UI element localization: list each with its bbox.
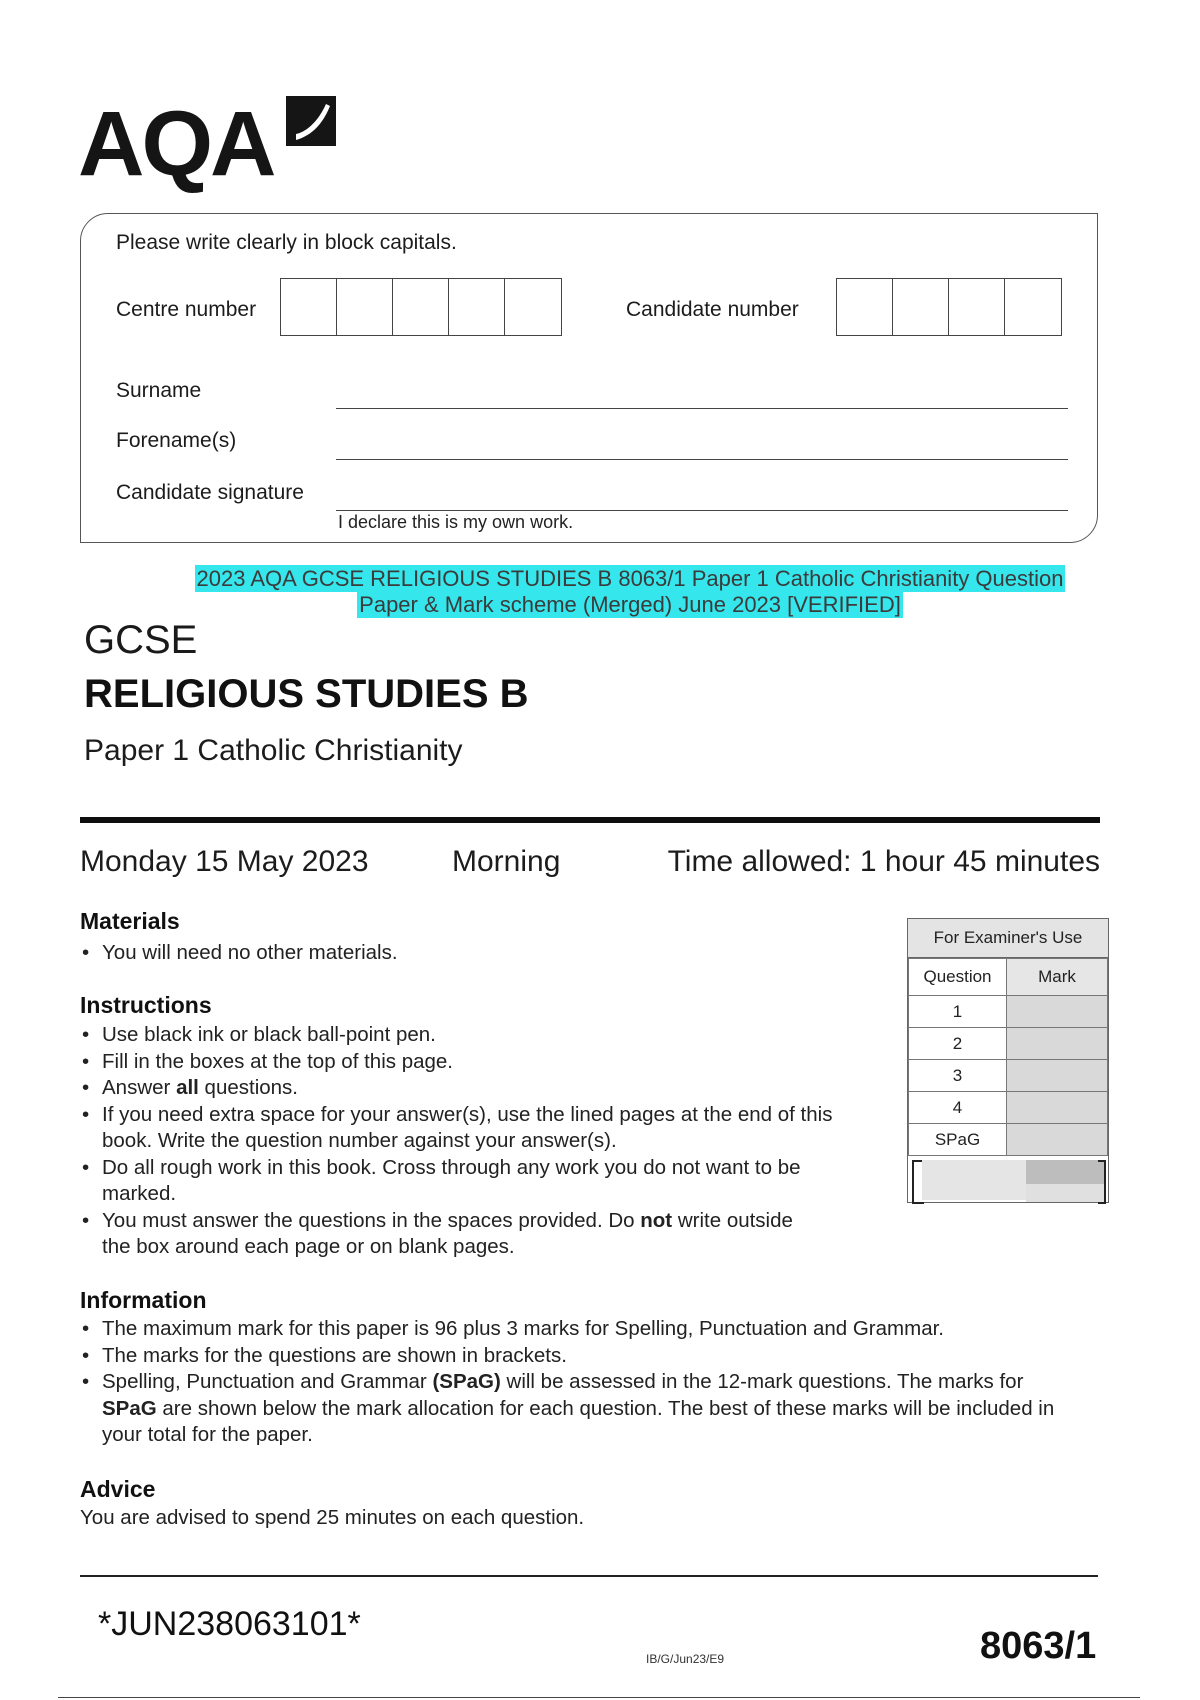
mark-cell	[1007, 1092, 1108, 1124]
exam-session: Morning	[452, 845, 561, 878]
surname-line[interactable]	[336, 408, 1068, 409]
information-heading: Information	[80, 1287, 207, 1313]
list-item: • Answer all questions.	[80, 1075, 860, 1102]
examiners-use-title: For Examiner's Use	[908, 919, 1108, 958]
list-item: • Fill in the boxes at the top of this page.	[80, 1049, 860, 1076]
qualification-title: GCSE	[84, 618, 198, 662]
candidate-digit-box[interactable]	[949, 279, 1005, 335]
list-item: • If you need extra space for your answer(s), use the lined pages at the end of this book. Write the question number against your answer(s).	[80, 1102, 860, 1155]
mark-column-header: Mark	[1007, 959, 1108, 996]
exam-date: Monday 15 May 2023	[80, 845, 369, 878]
materials-list	[80, 940, 860, 967]
candidate-digit-box[interactable]	[893, 279, 949, 335]
aqa-logo: AQA	[78, 93, 274, 195]
centre-number-label: Centre number	[116, 298, 257, 321]
question-number: 4	[909, 1092, 1007, 1124]
mark-cell	[1007, 1028, 1108, 1060]
centre-digit-box[interactable]	[449, 279, 505, 335]
mark-cell	[1007, 996, 1108, 1028]
declaration-text: I declare this is my own work.	[338, 512, 574, 532]
document-title-highlight	[150, 566, 1110, 618]
question-number: 3	[909, 1060, 1007, 1092]
question-number: 1	[909, 996, 1007, 1028]
candidate-number-label: Candidate number	[626, 298, 799, 321]
subject-title: RELIGIOUS STUDIES B	[84, 672, 529, 716]
instructions-heading: Instructions	[80, 992, 212, 1018]
table-row	[909, 1124, 1108, 1156]
information-list	[80, 1316, 1080, 1449]
signature-line[interactable]	[336, 510, 1068, 511]
table-row	[909, 1092, 1108, 1124]
centre-number-boxes[interactable]	[280, 278, 562, 336]
paper-title: Paper 1 Catholic Christianity	[84, 734, 463, 767]
time-allowed: Time allowed: 1 hour 45 minutes	[667, 845, 1100, 878]
table-row	[909, 1060, 1108, 1092]
question-number: SPaG	[909, 1124, 1007, 1156]
list-item: • Do all rough work in this book. Cross through any work you do not want to be marked.	[80, 1155, 860, 1208]
table-row	[909, 1028, 1108, 1060]
candidate-digit-box[interactable]	[1005, 279, 1061, 335]
list-item: • Use black ink or black ball-point pen.	[80, 1022, 860, 1049]
surname-label: Surname	[116, 379, 202, 402]
forenames-line[interactable]	[336, 459, 1068, 460]
candidate-number-boxes[interactable]	[836, 278, 1062, 336]
document-reference: IB/G/Jun23/E9	[646, 1652, 725, 1666]
list-item: • Spelling, Punctuation and Grammar (SPaG) will be assessed in the 12-mark questions. The marks for SPaG are shown below the mark allocation for each question. The best of these marks will be included in your total for the paper.	[80, 1369, 1080, 1449]
table-row	[909, 996, 1108, 1028]
mark-cell	[1007, 1060, 1108, 1092]
examiners-use-table	[907, 918, 1109, 1203]
list-item: • You will need no other materials.	[80, 940, 860, 967]
page-bottom-border	[58, 1697, 1140, 1698]
advice-text: You are advised to spend 25 minutes on each question.	[80, 1506, 585, 1529]
total-mark-row	[908, 1156, 1108, 1202]
barcode-text: *JUN238063101*	[98, 1605, 361, 1643]
centre-digit-box[interactable]	[281, 279, 337, 335]
question-column-header: Question	[909, 959, 1007, 996]
footer-divider	[80, 1575, 1098, 1577]
centre-digit-box[interactable]	[505, 279, 561, 335]
materials-heading: Materials	[80, 908, 180, 934]
block-capitals-instruction: Please write clearly in block capitals.	[116, 231, 457, 254]
signature-label: Candidate signature	[116, 481, 304, 504]
advice-heading: Advice	[80, 1476, 156, 1502]
paper-code: 8063/1	[980, 1625, 1097, 1667]
title-highlight-line-1: 2023 AQA GCSE RELIGIOUS STUDIES B 8063/1 Paper 1 Catholic Christianity Question	[196, 566, 1064, 591]
header-divider	[80, 817, 1100, 823]
question-number: 2	[909, 1028, 1007, 1060]
list-item: • The maximum mark for this paper is 96 plus 3 marks for Spelling, Punctuation and Grammar.	[80, 1316, 1080, 1343]
list-item: • You must answer the questions in the spaces provided. Do not write outside the box around each page or on blank pages.	[80, 1208, 802, 1261]
aqa-logo-mark-icon	[282, 92, 340, 150]
forenames-label: Forename(s)	[116, 429, 237, 452]
mark-cell	[1007, 1124, 1108, 1156]
centre-digit-box[interactable]	[393, 279, 449, 335]
instructions-list	[80, 1022, 860, 1261]
list-item: • The marks for the questions are shown in brackets.	[80, 1343, 1080, 1370]
candidate-digit-box[interactable]	[837, 279, 893, 335]
centre-digit-box[interactable]	[337, 279, 393, 335]
title-highlight-line-2: Paper & Mark scheme (Merged) June 2023 [VERIFIED]	[359, 592, 901, 617]
